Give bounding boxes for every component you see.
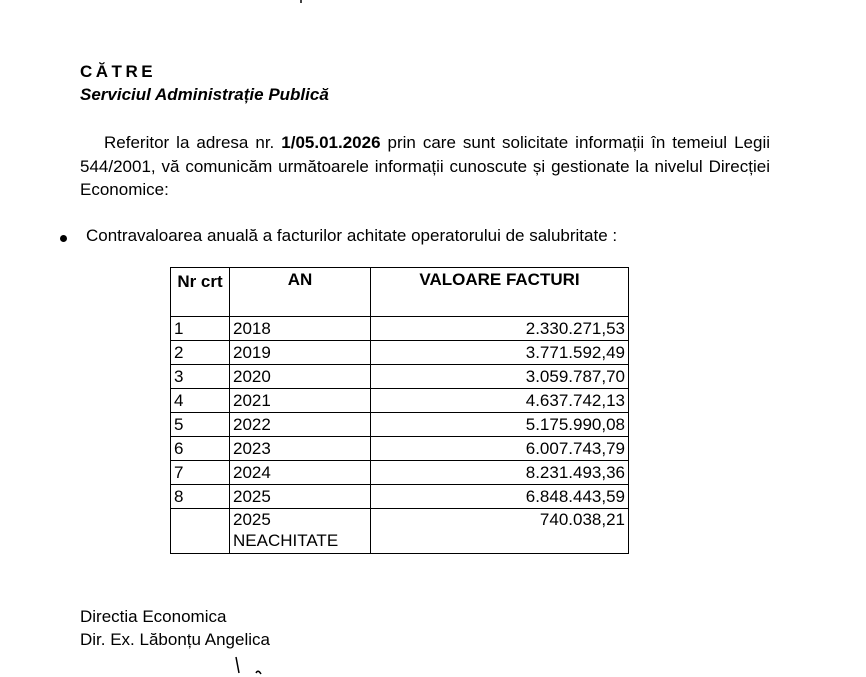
- row-valoare: 8.231.493,36: [371, 461, 629, 485]
- row-nr: 1: [171, 317, 230, 341]
- header-nr: Nr crt: [171, 268, 230, 317]
- row-nr: 4: [171, 389, 230, 413]
- row-valoare: 3.059.787,70: [371, 365, 629, 389]
- intro-start: Referitor la adresa nr.: [104, 133, 282, 152]
- table-row: [171, 437, 629, 461]
- table-row: [171, 365, 629, 389]
- address-number: 1/05.01.2026: [281, 133, 381, 152]
- row-valoare: 4.637.742,13: [371, 389, 629, 413]
- row-valoare: 740.038,21: [371, 509, 629, 554]
- row-nr: 7: [171, 461, 230, 485]
- table-row: [171, 485, 629, 509]
- row-nr: 5: [171, 413, 230, 437]
- row-valoare: 6.848.443,59: [371, 485, 629, 509]
- intro-end: prin care sunt solicitate informații în temeiul Legii 544/2001, vă comunicăm următoarele informații cunoscute și gestionate la nivelul Direcției Economice:: [80, 133, 770, 199]
- row-an: 2025 NEACHITATE: [230, 509, 371, 554]
- handwritten-signature-mark: [230, 655, 270, 677]
- table-row-unpaid: [171, 509, 629, 554]
- row-an: 2020: [230, 365, 371, 389]
- invoice-table: [170, 267, 629, 554]
- table-row: [171, 461, 629, 485]
- intro-paragraph: [80, 131, 770, 202]
- row-valoare: 5.175.990,08: [371, 413, 629, 437]
- recipient-label: CĂTRE: [80, 62, 157, 81]
- table-row: [171, 413, 629, 437]
- recipient-name: Serviciul Administrație Publică: [80, 85, 329, 104]
- bullet-text: Contravaloarea anuală a facturilor achitate operatorului de salubritate :: [86, 226, 618, 245]
- row-an: 2025: [230, 485, 371, 509]
- row-valoare: 6.007.743,79: [371, 437, 629, 461]
- row-nr: 2: [171, 341, 230, 365]
- row-nr: 3: [171, 365, 230, 389]
- bullet-icon: [60, 235, 67, 242]
- signature-person: Dir. Ex. Lăbonțu Angelica: [80, 630, 270, 649]
- header-valoare: VALOARE FACTURI: [371, 268, 629, 317]
- row-an: 2022: [230, 413, 371, 437]
- row-nr: 6: [171, 437, 230, 461]
- signature-department: Directia Economica: [80, 607, 227, 626]
- row-valoare: 3.771.592,49: [371, 341, 629, 365]
- row-an: 2018: [230, 317, 371, 341]
- row-an: 2021: [230, 389, 371, 413]
- row-an: 2019: [230, 341, 371, 365]
- row-nr: 8: [171, 485, 230, 509]
- header-an: AN: [230, 268, 371, 317]
- table-header-row: [171, 268, 629, 317]
- table-row: [171, 317, 629, 341]
- table-row: [171, 389, 629, 413]
- row-valoare: 2.330.271,53: [371, 317, 629, 341]
- row-an: 2023: [230, 437, 371, 461]
- table-row: [171, 341, 629, 365]
- scan-mark: [300, 0, 302, 3]
- row-nr-empty: [171, 509, 230, 554]
- row-an: 2024: [230, 461, 371, 485]
